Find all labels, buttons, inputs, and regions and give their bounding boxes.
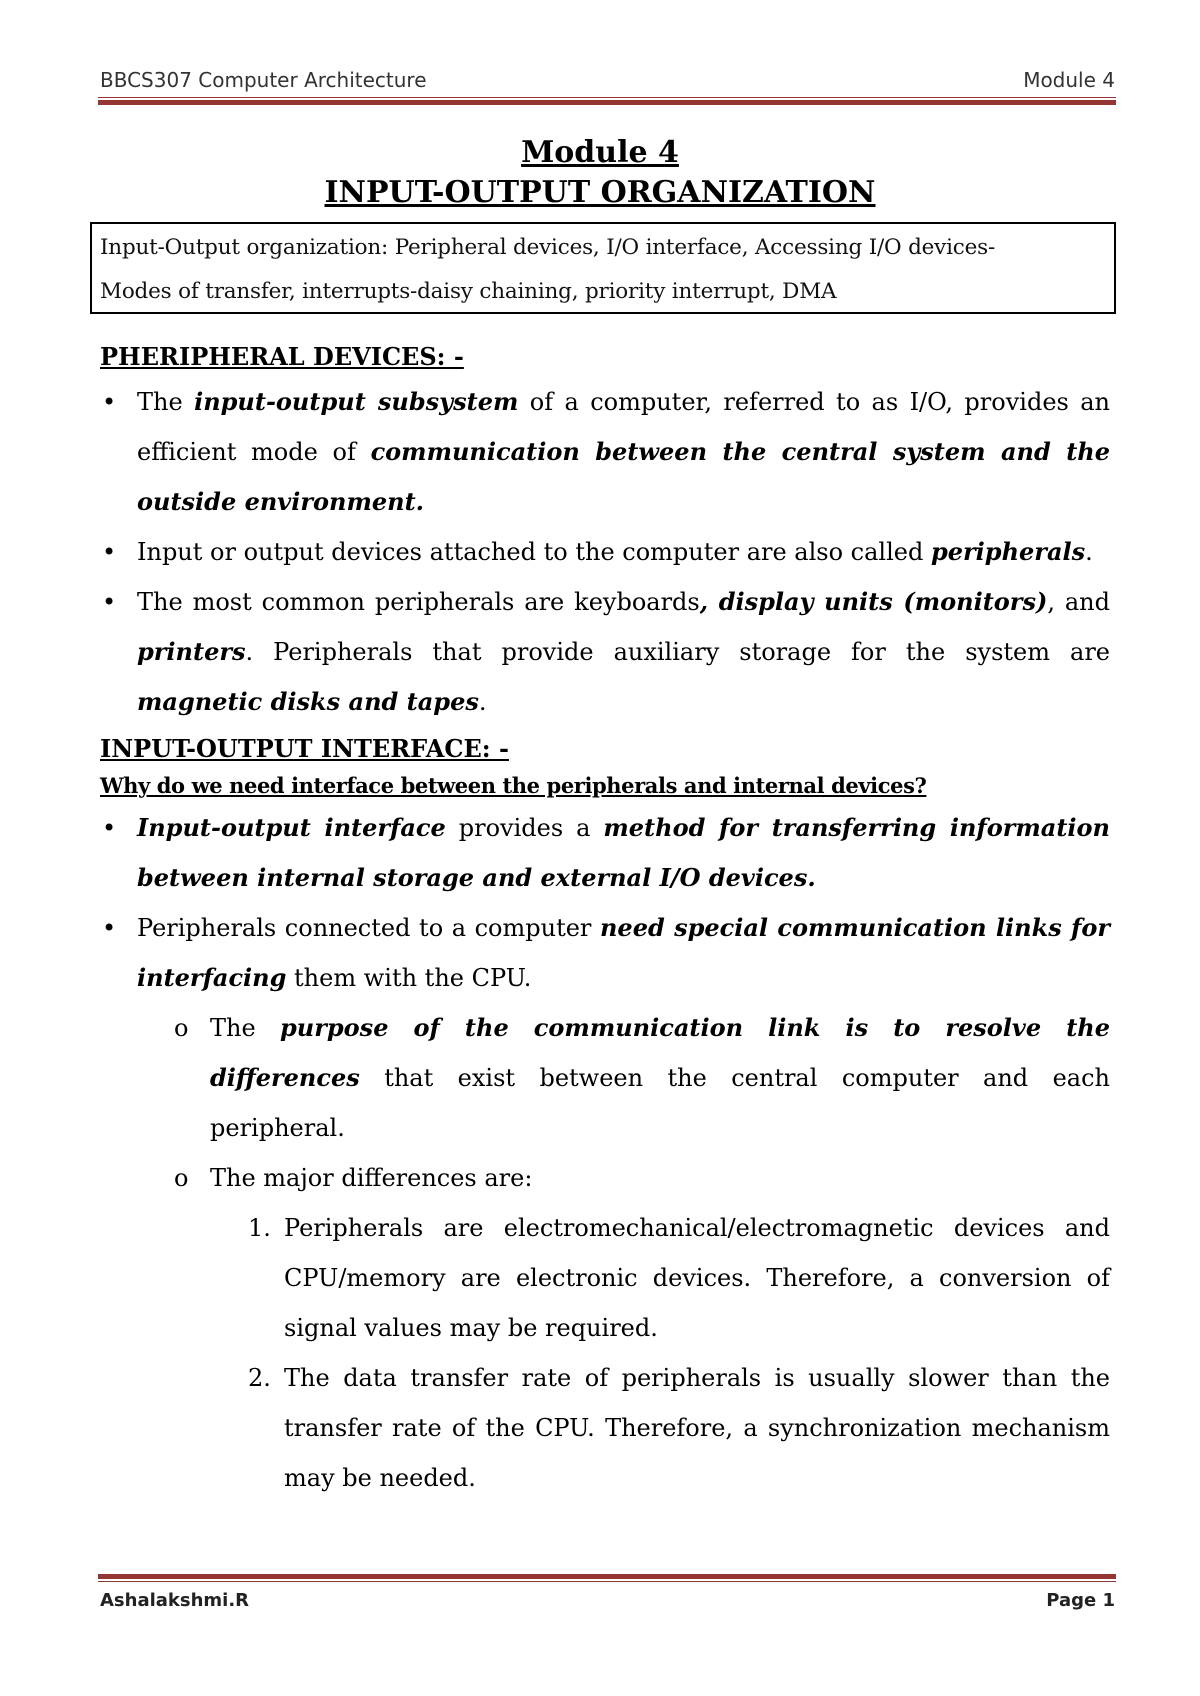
section-question: Why do we need interface between the peripherals and internal devices? (100, 773, 927, 798)
text-run: The (137, 388, 195, 416)
emphasis-run: need special communication links for interfacing (137, 913, 1110, 992)
emphasis-run: peripherals (930, 537, 1086, 566)
page-content (100, 335, 1110, 1503)
interface-bullets (100, 803, 1110, 1003)
list-item (248, 1203, 1110, 1353)
footer-page-number: Page 1 (1046, 1590, 1115, 1611)
interface-sub-bullets (100, 1003, 1110, 1203)
syllabus-line-1: Input-Output organization: Peripheral devices, I/O interface, Accessing I/O devices- (100, 235, 996, 260)
emphasis-run: , display units (monitors) (699, 587, 1048, 616)
header-rule-thick (98, 100, 1116, 105)
text-run: The major differences are: (210, 1164, 533, 1192)
footer-author: Ashalakshmi.R (100, 1590, 250, 1611)
list-item (174, 1153, 1110, 1203)
chapter-title: INPUT-OUTPUT ORGANIZATION (324, 175, 876, 210)
emphasis-run: Input-output interface (137, 813, 446, 842)
section-heading-io-interface: INPUT-OUTPUT INTERFACE: - (100, 734, 509, 763)
emphasis-run: purpose of the communication link is to resolve the differences (210, 1013, 1111, 1092)
list-item (100, 903, 1110, 1003)
emphasis-run: method for transferring information between internal storage and external I/O devices. (137, 813, 1110, 892)
footer-rule-thick (98, 1574, 1116, 1579)
list-item (100, 577, 1110, 727)
emphasis-run: communication between the central system and the outside environment. (137, 437, 1110, 516)
header-course: BBCS307 Computer Architecture (100, 68, 427, 92)
differences-list (100, 1203, 1110, 1503)
list-item (100, 377, 1110, 527)
text-run: Peripherals are electromechanical/electromagnetic devices and CPU/memory are electronic devices. Therefore, a conversion of signal values may be required. (284, 1214, 1110, 1342)
list-number: 1. (248, 1214, 271, 1242)
syllabus-line-2: Modes of transfer, interrupts-daisy chaining, priority interrupt, DMA (100, 279, 837, 304)
list-number: 2. (248, 1364, 271, 1392)
list-item (174, 1003, 1110, 1153)
list-item (248, 1353, 1110, 1503)
section-heading-peripheral-devices: PHERIPHERAL DEVICES: - (100, 342, 464, 371)
text-run: . (478, 688, 487, 716)
emphasis-run: magnetic disks and tapes (137, 687, 479, 716)
list-item (100, 803, 1110, 903)
text-run: The (210, 1014, 281, 1042)
header-module: Module 4 (1023, 68, 1115, 92)
page-header (100, 68, 1115, 92)
peripheral-bullets (100, 377, 1110, 727)
text-run: , and (1047, 588, 1110, 616)
text-run: . Peripherals that provide auxiliary storage for the system are (245, 638, 1110, 666)
module-title: Module 4 (521, 135, 679, 170)
syllabus-box (90, 222, 1116, 314)
text-run: of a computer, referred to as I/O, provides an efficient mode of (137, 388, 1110, 466)
text-run: provides a (445, 814, 604, 842)
emphasis-run: input-output subsystem (194, 387, 519, 416)
text-run: The most common peripherals are keyboards (137, 588, 700, 616)
text-run: Peripherals connected to a computer (137, 914, 600, 942)
text-run: that exist between the central computer and each peripheral. (210, 1064, 1110, 1142)
text-run: The data transfer rate of peripherals is usually slower than the transfer rate of the CPU. Therefore, a synchronization mechanism may be needed. (284, 1364, 1110, 1492)
list-item (100, 527, 1110, 577)
page-footer (100, 1590, 1115, 1611)
text-run: . (1085, 538, 1093, 566)
text-run: them with the CPU. (286, 964, 532, 992)
text-run: Input or output devices attached to the computer are also called (137, 538, 931, 566)
footer-rule-thin (98, 1581, 1116, 1582)
header-rule-thin (98, 97, 1116, 98)
emphasis-run: printers (137, 637, 246, 666)
